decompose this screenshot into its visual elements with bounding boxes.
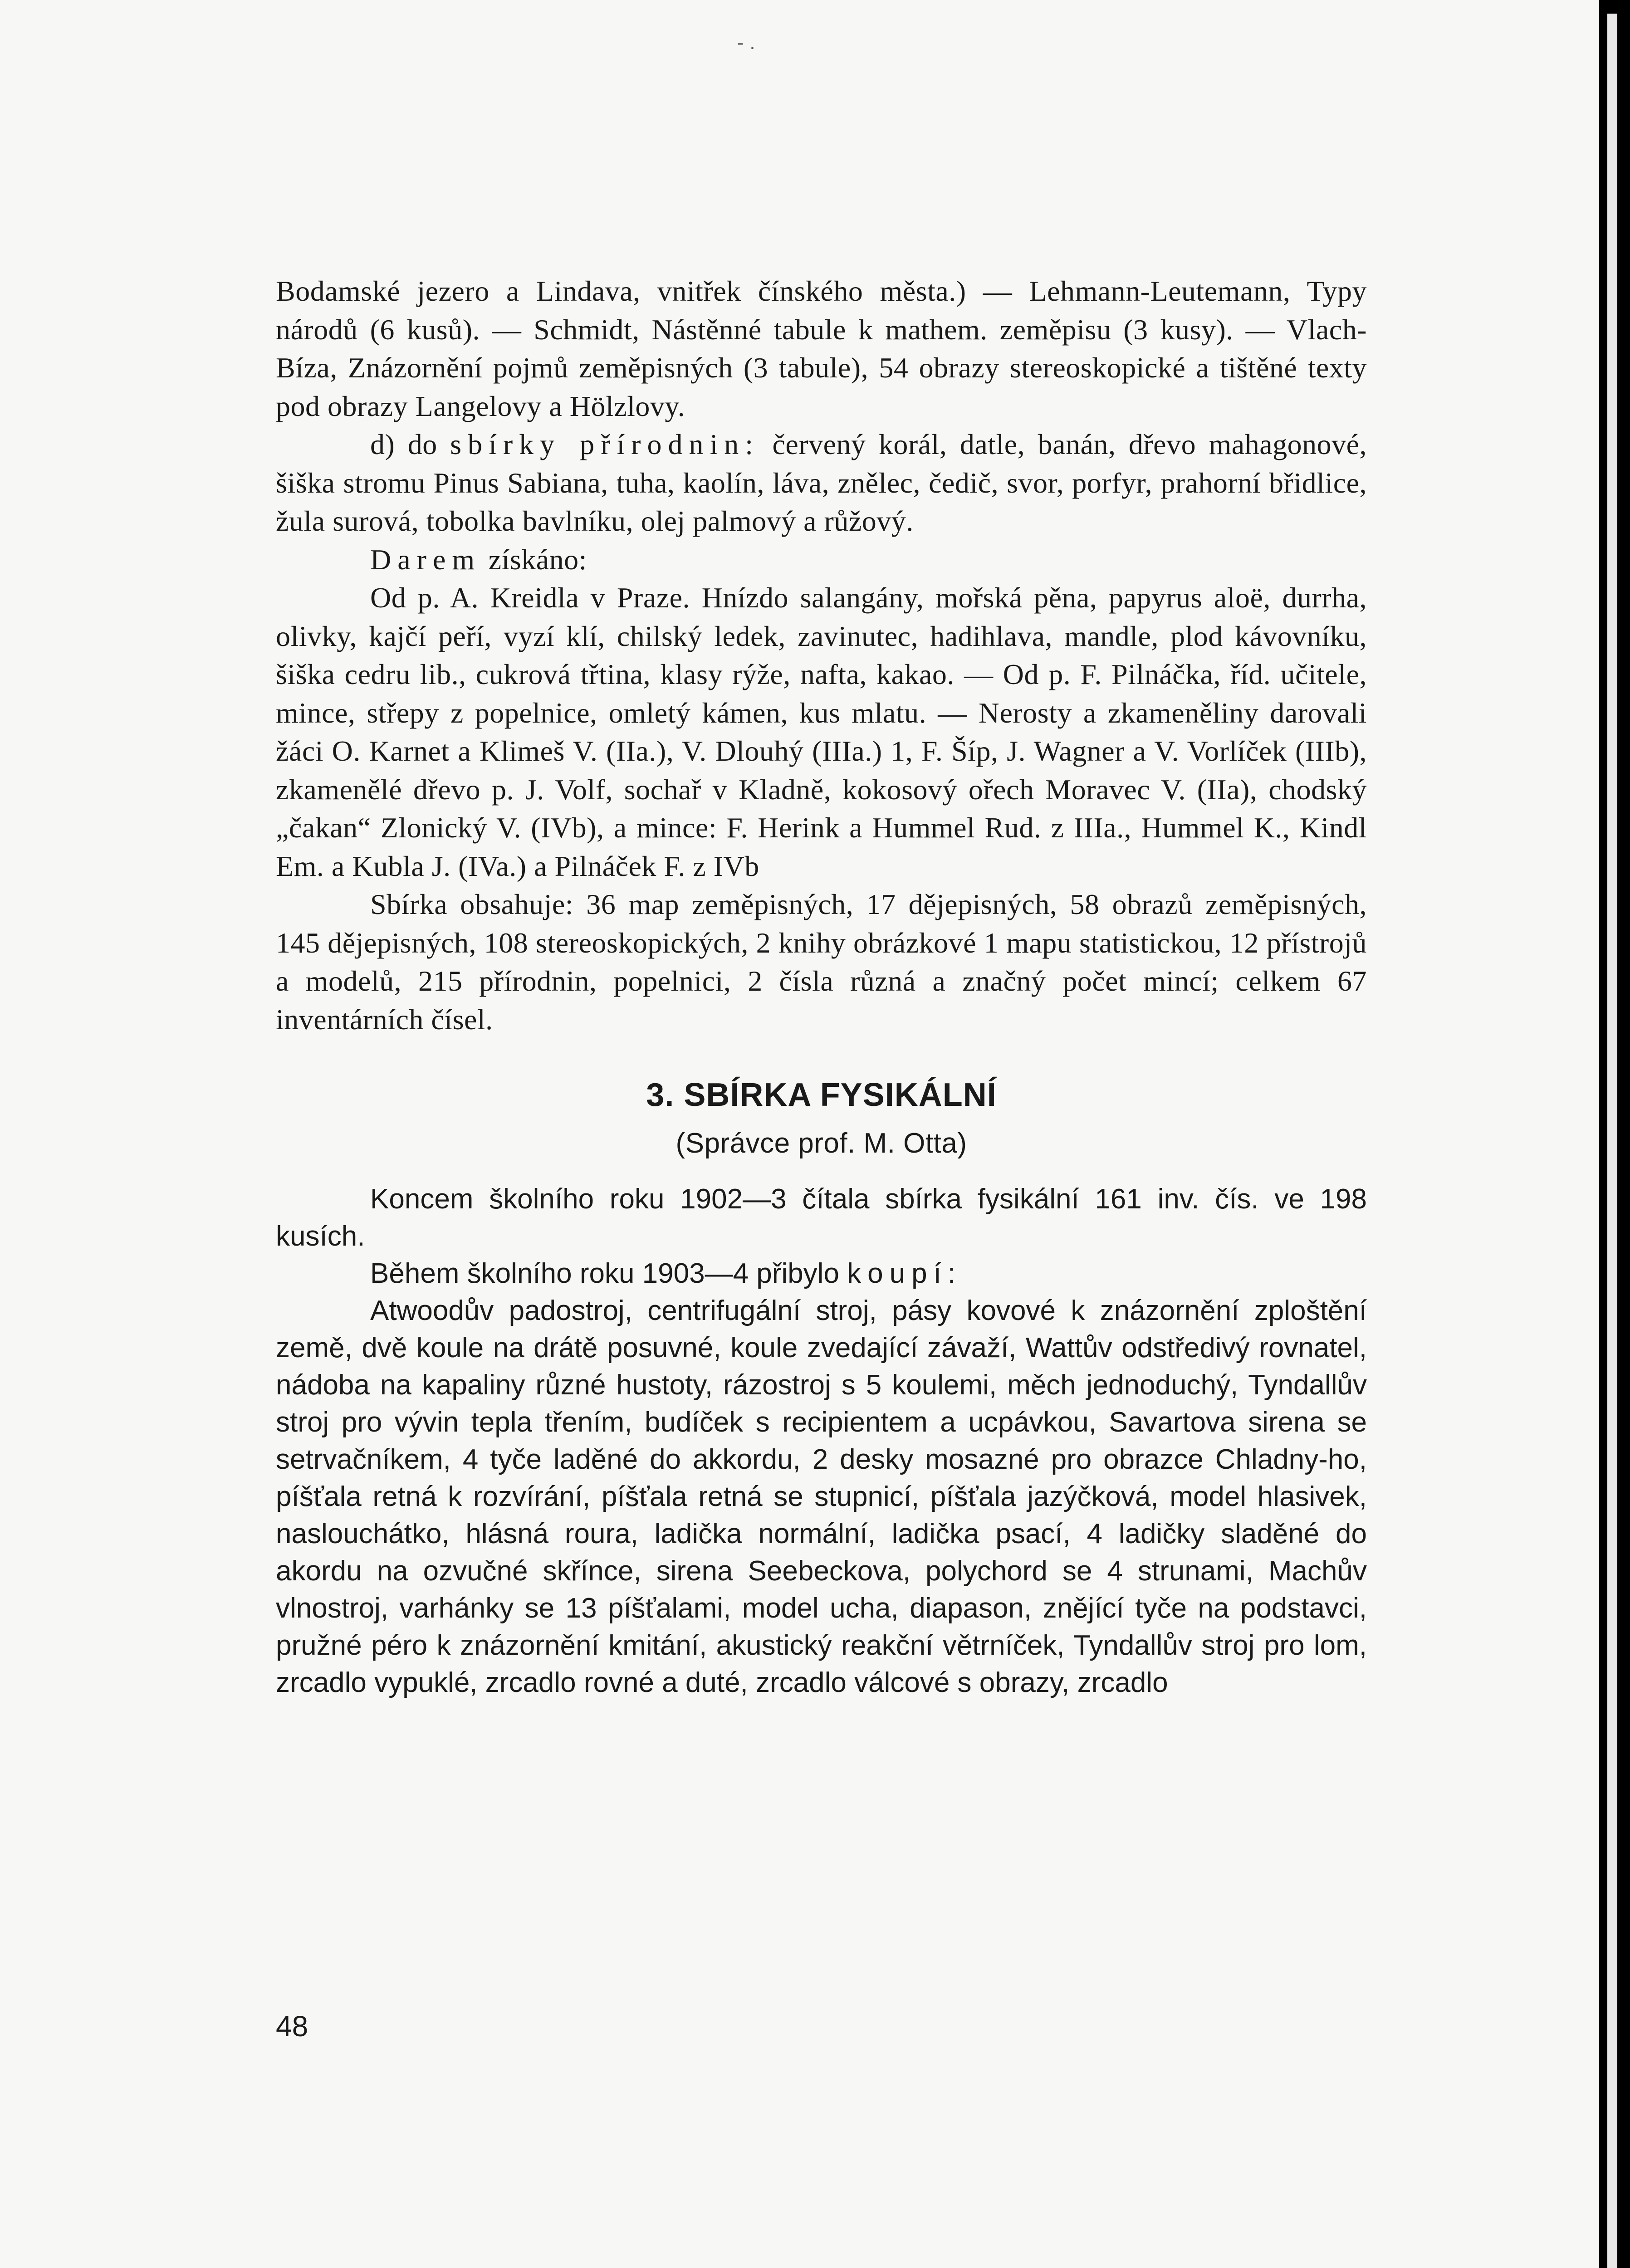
top-mark: - . — [737, 33, 755, 54]
paragraph-text: Během školního roku 1903—4 přibylo — [370, 1258, 847, 1289]
paragraph-gift-heading — [276, 541, 1367, 579]
spaced-heading: sbírky přírodnin: — [450, 428, 760, 460]
section-body — [276, 1181, 1367, 1701]
paragraph-acquired-items: Atwoodův padostroj, centrifugální stroj, pásy kovové k znázornění zploštění země, dvě koule na drátě posuvné, koule zvedající závaží, Wattův odstředivý rovnatel, nádoba na kapaliny různé hustoty, rázostroj s 5 koulemi, měch jednoduchý, Tyndallův stroj pro vývin tepla třením, budíček s recipientem a ucpávkou, Savartova sirena se setrvačníkem, 4 tyče laděné do akkordu, 2 desky mosazné pro obrazce Chladny-ho, píšťala retná k rozvírání, píšťala retná se stupnicí, píšťala jazýčková, model hlasivek, naslouchátko, hlásná roura, ladička normální, ladička psací, 4 ladičky sladěné do akordu na ozvučné skřínce, sirena Seebeckova, polychord se 4 strunami, Machův vlnostroj, varhánky se 13 píšťalami, model ucha, diapason, znějící tyče na podstavci, pružné péro k znázornění kmitání, akustický reakční větrníček, Tyndallův stroj pro lom, zrcadlo vypuklé, zrcadlo rovné a duté, zrcadlo válcové s obrazy, zrcadlo — [276, 1295, 1367, 1698]
page-body — [276, 272, 1367, 1701]
spaced-heading: koupí: — [847, 1258, 962, 1289]
paragraph-collection-state: Koncem školního roku 1902—3 čítala sbírka fysikální 161 inv. čís. ve 198 kusích. — [276, 1183, 1367, 1252]
paragraph-continuation: Bodamské jezero a Lindava, vnitřek čínského města.) — Lehmann-Leutemann, Typy národů (6 kusů). — Schmidt, Nástěnné tabule k mathem. zeměpisu (3 kusy). — Vlach-Bíza, Znázornění pojmů zeměpisných (3 tabule), 54 obrazy stereoskopické a tištěné texty pod obrazy Langelovy a Hölzlovy. — [276, 275, 1367, 422]
paragraph-text: získáno: — [481, 543, 587, 576]
paragraph-text: červený korál, datle, banán, dřevo mahagonové, šiška stromu Pinus Sabiana, tuha, kaolín, láva, znělec, čedič, svor, porfyr, prahorní břidlice, žula surová, tobolka bavlníku, olej palmový a růžový. — [276, 428, 1367, 537]
scan-edge-highlight — [1607, 14, 1617, 2268]
section-title: 3. SBÍRKA FYSIKÁLNÍ — [646, 1077, 997, 1113]
spaced-heading: Darem — [370, 543, 481, 576]
page-number: 48 — [276, 2010, 308, 2043]
paragraph-natural-collection — [276, 425, 1367, 541]
paragraph-prefix: d) do — [370, 428, 450, 460]
scan-edge — [1599, 0, 1630, 2268]
paragraph-acquired-heading — [276, 1255, 1367, 1292]
paragraph-collection-summary: Sbírka obsahuje: 36 map zeměpisných, 17 dějepisných, 58 obrazů zeměpisných, 145 dějepisných, 108 stereoskopických, 2 knihy obrázkové 1 mapu statistickou, 12 přístrojů a modelů, 215 přírodnin, popelnici, 2 čísla různá a značný počet mincí; celkem 67 inventárních čísel. — [276, 888, 1367, 1036]
section-subtitle: (Správce prof. M. Otta) — [675, 1127, 967, 1159]
paragraph-gifts: Od p. A. Kreidla v Praze. Hnízdo salangány, mořská pěna, papyrus aloë, durrha, olivky, kajčí peří, vyzí klí, chilský ledek, zavinutec, hadihlava, mandle, plod kávovníku, šiška cedru lib., cukrová třtina, klasy rýže, nafta, kakao. — Od p. F. Pilnáčka, říd. učitele, mince, střepy z popelnice, omletý kámen, kus mlatu. — Nerosty a zkameněliny darovali žáci O. Karnet a Klimeš V. (IIa.), V. Dlouhý (IIIa.) 1, F. Šíp, J. Wagner a V. Vorlíček (IIIb), zkamenělé dřevo p. J. Volf, sochař v Kladně, kokosový ořech Moravec V. (IIa), chodský „čakan“ Zlonický V. (IVb), a mince: F. Herink a Hummel Rud. z IIIa., Hummel K., Kindl Em. a Kubla J. (IVa.) a Pilnáček F. z IVb — [276, 582, 1367, 882]
